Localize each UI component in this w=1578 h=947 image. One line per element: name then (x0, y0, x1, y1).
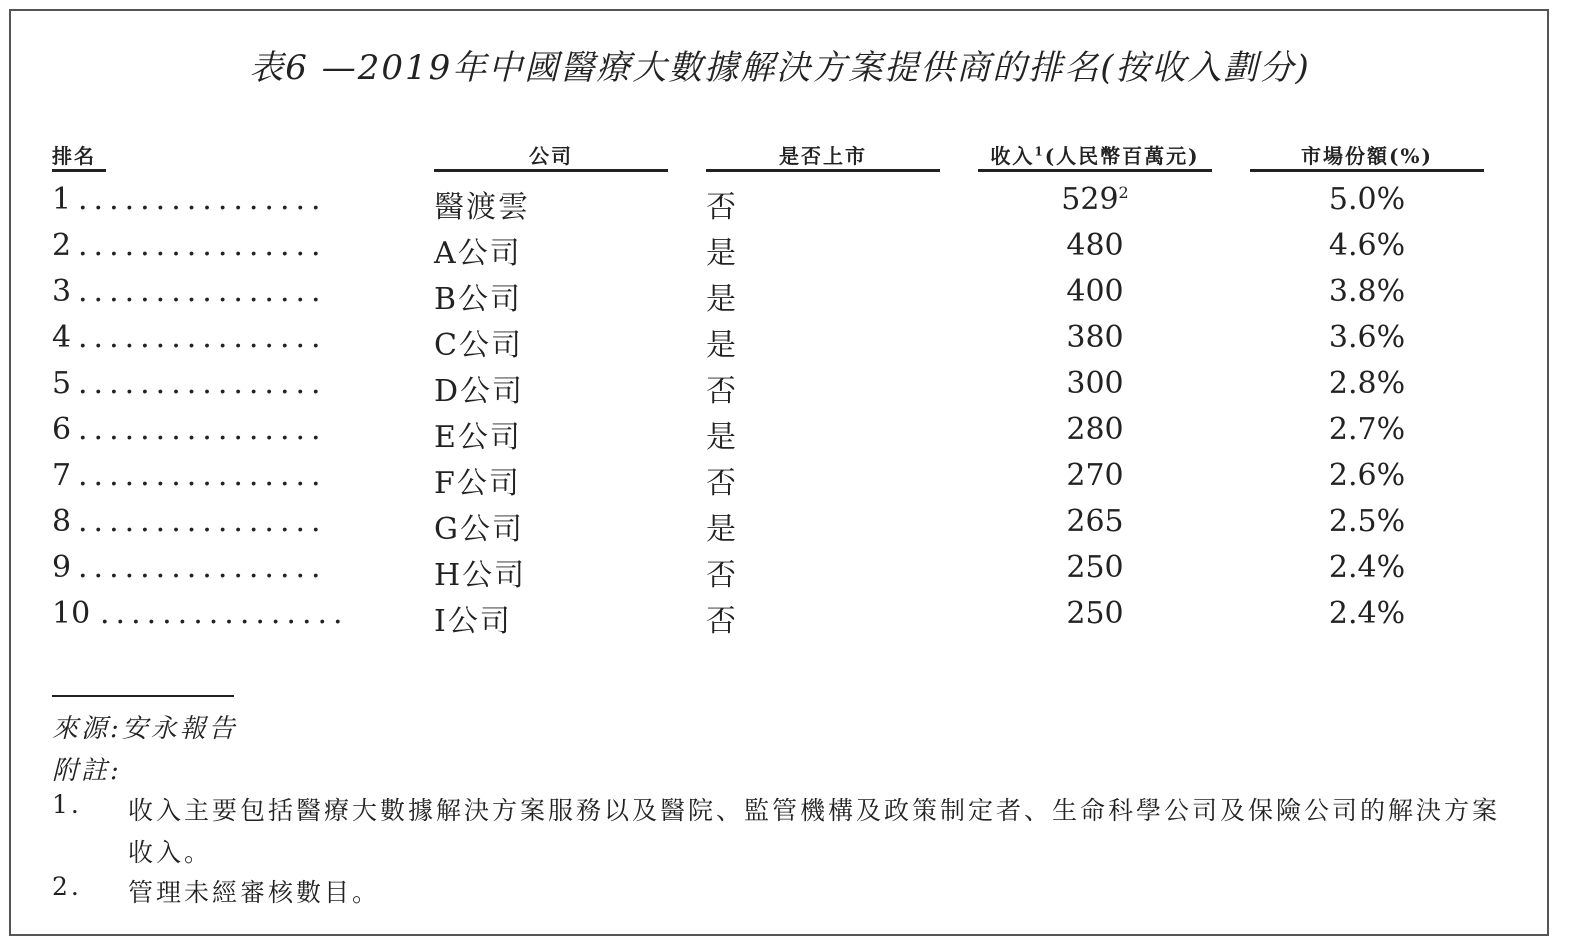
share-cell: 2.8% (1328, 366, 1406, 401)
company-cell: I公司 (434, 604, 512, 639)
header-revenue-label: 收入 (990, 144, 1035, 168)
listed-cell: 是 (706, 420, 736, 455)
rank-cell: 3 (52, 274, 72, 309)
revenue-cell: 300 (1066, 366, 1124, 401)
share-cell: 2.4% (1328, 550, 1406, 585)
company-cell: 醫渡雲 (434, 190, 530, 225)
dot-leader: ................ (78, 504, 327, 539)
header-rank: 排名 (52, 140, 106, 172)
rank-cell: 6 (52, 412, 72, 447)
listed-cell: 否 (706, 190, 736, 225)
rank-cell: 8 (52, 504, 72, 539)
revenue-cell: 480 (1066, 228, 1124, 263)
footnote-number: 2. (52, 872, 82, 901)
table-row (52, 228, 1512, 274)
dot-leader: ................ (78, 458, 327, 493)
company-cell: D公司 (434, 374, 525, 409)
revenue-cell: 265 (1066, 504, 1124, 539)
listed-cell: 否 (706, 374, 736, 409)
table-row (52, 458, 1512, 504)
share-cell: 2.4% (1328, 596, 1406, 631)
listed-cell: 是 (706, 282, 736, 317)
dot-leader: ................ (78, 182, 327, 217)
revenue-cell: 400 (1066, 274, 1124, 309)
table-row (52, 550, 1512, 596)
revenue-cell: 270 (1066, 458, 1124, 493)
header-revenue (978, 140, 1212, 172)
share-cell: 2.5% (1328, 504, 1406, 539)
revenue-cell: 250 (1066, 550, 1124, 585)
header-revenue-unit: (人民幣百萬元) (1044, 144, 1200, 168)
share-cell: 3.8% (1328, 274, 1406, 309)
dot-leader: ................ (78, 366, 327, 401)
footnote-text: 管理未經審核數目。 (128, 878, 381, 907)
rank-cell: 7 (52, 458, 72, 493)
rank-cell: 4 (52, 320, 72, 355)
rank-cell: 2 (52, 228, 72, 263)
company-cell: B公司 (434, 282, 523, 317)
dot-leader: ................ (78, 228, 327, 263)
rank-cell: 5 (52, 366, 72, 401)
listed-cell: 否 (706, 466, 736, 501)
company-cell: C公司 (434, 328, 523, 363)
dot-leader: ................ (78, 412, 327, 447)
listed-cell: 是 (706, 512, 736, 547)
revenue-value: 529 (1061, 182, 1119, 217)
dot-leader: ................ (78, 274, 327, 309)
listed-cell: 是 (706, 328, 736, 363)
share-cell: 2.6% (1328, 458, 1406, 493)
revenue-cell (978, 182, 1212, 217)
header-share: 市場份額(%) (1250, 140, 1484, 172)
revenue-cell: 380 (1066, 320, 1124, 355)
revenue-cell: 280 (1066, 412, 1124, 447)
table-row (52, 320, 1512, 366)
rank-cell: 9 (52, 550, 72, 585)
company-cell: G公司 (434, 512, 524, 547)
source-note: 來源:安永報告 (52, 714, 238, 744)
header-company: 公司 (434, 140, 668, 172)
rank-cell: 10 (52, 596, 91, 631)
company-cell: F公司 (434, 466, 521, 501)
footnote-number: 1. (52, 790, 82, 819)
company-cell: A公司 (434, 236, 522, 271)
listed-cell: 否 (706, 558, 736, 593)
table-row (52, 504, 1512, 550)
table-row (52, 366, 1512, 412)
footnote-divider (52, 695, 234, 697)
share-cell: 5.0% (1328, 182, 1406, 217)
table-row (52, 596, 1512, 642)
revenue-footnote: 2 (1118, 183, 1129, 202)
rank-cell: 1 (52, 182, 72, 217)
table-row (52, 274, 1512, 320)
notes-label: 附註: (52, 756, 122, 786)
listed-cell: 是 (706, 236, 736, 271)
table-title: 表6 —2019年中國醫療大數據解決方案提供商的排名(按收入劃分) (249, 48, 1311, 88)
revenue-cell: 250 (1066, 596, 1124, 631)
table-row (52, 182, 1512, 228)
share-cell: 4.6% (1328, 228, 1406, 263)
company-cell: E公司 (434, 420, 522, 455)
table-row (52, 412, 1512, 458)
dot-leader: ................ (78, 320, 327, 355)
listed-cell: 否 (706, 604, 736, 639)
dot-leader: ................ (100, 596, 349, 631)
header-revenue-footnote: 1 (1034, 144, 1045, 159)
share-cell: 2.7% (1328, 412, 1406, 447)
share-cell: 3.6% (1328, 320, 1406, 355)
header-listed: 是否上市 (706, 140, 940, 172)
company-cell: H公司 (434, 558, 527, 593)
dot-leader: ................ (78, 550, 327, 585)
footnote-text: 收入主要包括醫療大數據解決方案服務以及醫院、監管機構及政策制定者、生命科學公司及保險公司的解決方案收入。 (128, 796, 1501, 867)
